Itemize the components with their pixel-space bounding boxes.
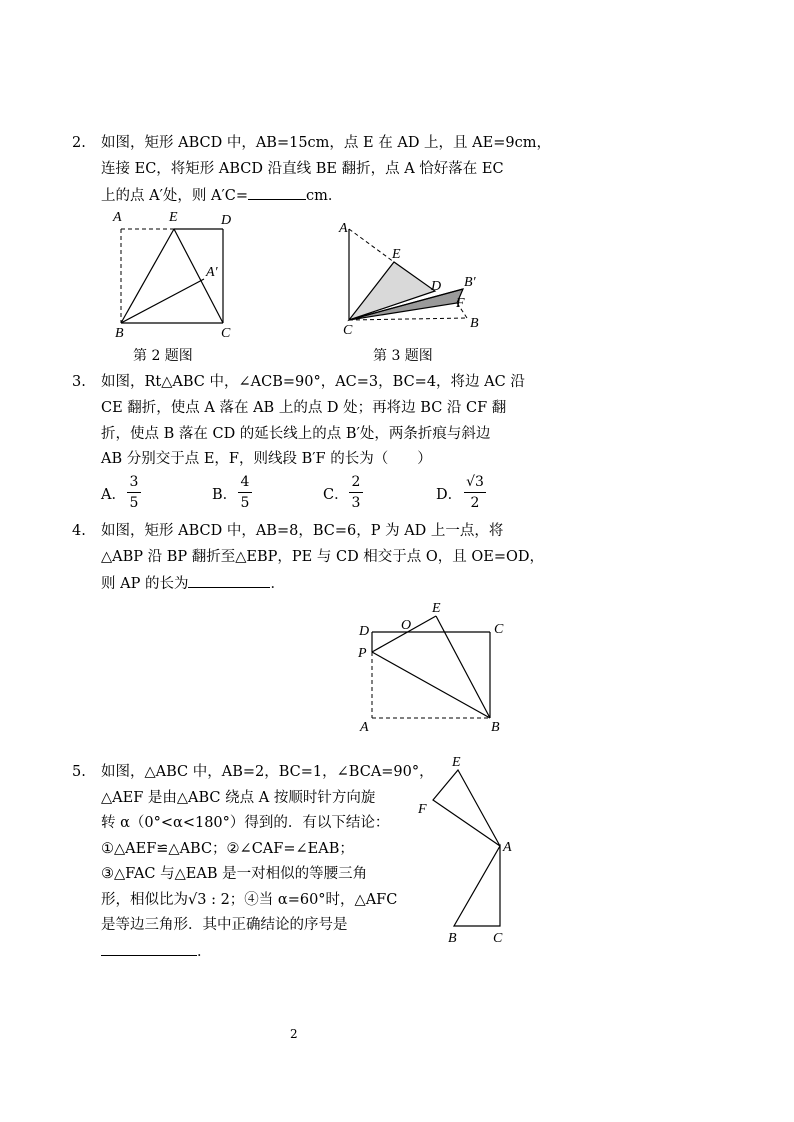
fig4-label-E: E [432, 601, 441, 616]
q3-option-a-num: 3 [129, 474, 139, 490]
fig4-label-A: A [360, 720, 369, 735]
fig5-label-B: B [448, 931, 457, 946]
fig4-label-C: C [494, 622, 504, 637]
q4-line-3-text: 则 AP 的长为 [101, 576, 189, 592]
q5-line-2: △AEF 是由△ABC 绕点 A 按顺时针方向旋 [101, 790, 376, 806]
page-number: 2 [290, 1027, 298, 1041]
fig3-label-B1: B′ [464, 275, 476, 290]
q4-line-3 [101, 573, 285, 594]
q3-option-a-letter[interactable]: A． [101, 487, 126, 503]
q3-line-4: AB 分别交于点 E，F，则线段 B′F 的长为（ ） [101, 451, 432, 467]
fig2-label-C: C [221, 326, 231, 341]
fig3-label-D: D [431, 279, 442, 294]
q5-answer-blank[interactable] [101, 941, 197, 956]
figure-q5 [412, 752, 522, 952]
q2-line-3-text: 上的点 A′处，则 A′C= [101, 188, 248, 204]
q3-caption: 第 3 题图 [373, 348, 433, 364]
q4-end: ． [270, 576, 285, 592]
fig4-label-D: D [359, 624, 370, 639]
q2-unit: cm． [306, 188, 343, 204]
q3-option-b-den: 5 [240, 495, 250, 511]
q2-answer-blank[interactable] [248, 185, 306, 200]
q5-line-5: ③△FAC 与△EAB 是一对相似的等腰三角 [101, 866, 368, 882]
q4-line-1: 如图，矩形 ABCD 中，AB=8，BC=6，P 为 AD 上一点，将 [101, 523, 504, 539]
q5-line-1: 如图，△ABC 中，AB=2，BC=1，∠BCA=90°， [101, 764, 434, 780]
q2-line-1: 如图，矩形 ABCD 中，AB=15cm，点 E 在 AD 上，且 AE=9cm， [101, 135, 551, 151]
q2-line-3 [101, 185, 342, 206]
q5-line-6: 形，相似比为√3 : 2；④当 α=60°时，△AFC [101, 892, 398, 908]
fig2-label-D: D [221, 213, 232, 228]
q2-caption: 第 2 题图 [133, 348, 193, 364]
q3-line-1: 如图，Rt△ABC 中，∠ACB=90°，AC=3，BC=4，将边 AC 沿 [101, 374, 525, 390]
q2-line-2: 连接 EC，将矩形 ABCD 沿直线 BE 翻折，点 A 恰好落在 EC [101, 161, 504, 177]
q3-option-c-letter[interactable]: C． [323, 487, 349, 503]
q5-line-3: 转 α（0°<α<180°）得到的．有以下结论： [101, 815, 390, 831]
q3-option-c-fraction [349, 474, 363, 511]
fig5-label-A: A [503, 840, 512, 855]
q3-option-d-letter[interactable]: D． [436, 487, 463, 503]
q3-option-d-fraction [464, 474, 486, 511]
q2-number: 2. [72, 135, 86, 151]
q5-number: 5. [72, 764, 86, 780]
fig3-label-E: E [392, 247, 401, 262]
figure-q4 [352, 598, 512, 738]
fig2-label-A: A [113, 210, 122, 225]
q3-option-b-fraction [238, 474, 252, 511]
fig5-label-F: F [418, 802, 427, 817]
fig4-label-B: B [491, 720, 500, 735]
figure-q3 [335, 215, 490, 345]
q3-option-c-den: 3 [351, 495, 361, 511]
fig3-label-A: A [339, 221, 348, 236]
fig2-label-A1: A′ [206, 265, 218, 280]
q3-option-d-den: 2 [470, 495, 480, 511]
fig2-label-B: B [115, 326, 124, 341]
q5-line-7: 是等边三角形．其中正确结论的序号是 [101, 917, 348, 933]
fig4-label-O: O [401, 618, 412, 633]
fig3-label-B: B [470, 316, 479, 331]
q4-line-2: △ABP 沿 BP 翻折至△EBP，PE 与 CD 相交于点 O，且 OE=OD， [101, 549, 545, 565]
q5-end: ． [197, 944, 212, 960]
q3-option-a-fraction [127, 474, 141, 511]
q5-line-4: ①△AEF≌△ABC；②∠CAF=∠EAB； [101, 841, 354, 857]
q3-line-2: CE 翻折，使点 A 落在 AB 上的点 D 处；再将边 BC 沿 CF 翻 [101, 400, 507, 416]
q3-number: 3. [72, 374, 86, 390]
q3-option-b-num: 4 [240, 474, 250, 490]
q4-number: 4. [72, 523, 86, 539]
q3-option-d-num: √3 [466, 474, 484, 490]
q5-line-8 [101, 941, 212, 962]
fig3-label-C: C [343, 323, 353, 338]
q3-option-a-den: 5 [129, 495, 139, 511]
fig4-label-P: P [358, 646, 367, 661]
q4-answer-blank[interactable] [188, 573, 270, 588]
q3-line-3: 折，使点 B 落在 CD 的延长线上的点 B′处，两条折痕与斜边 [101, 426, 491, 442]
fig2-label-E: E [169, 210, 178, 225]
q3-option-c-num: 2 [351, 474, 361, 490]
q3-option-b-letter[interactable]: B． [212, 487, 238, 503]
fig5-label-E: E [452, 755, 461, 770]
fig3-label-F: F [456, 296, 465, 311]
fig5-label-C: C [493, 931, 503, 946]
figure-q2 [105, 205, 250, 345]
